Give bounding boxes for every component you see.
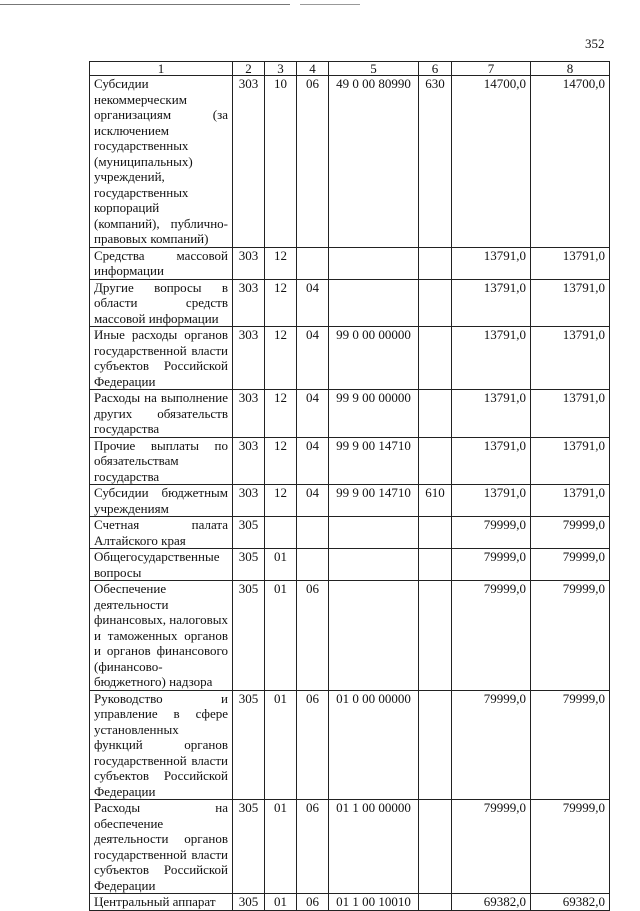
header-cell-2: 2 (233, 62, 265, 76)
row-amount-col7: 79999,0 (452, 517, 531, 549)
row-expense-type (419, 800, 452, 894)
row-amount-col7: 14700,0 (452, 76, 531, 248)
row-target-article (329, 581, 419, 691)
row-amount-col7: 79999,0 (452, 549, 531, 581)
table-row (90, 76, 610, 248)
row-admin-code: 305 (233, 549, 265, 581)
header-cell-1: 1 (90, 62, 233, 76)
table-row (90, 517, 610, 549)
row-amount-col8: 79999,0 (531, 581, 610, 691)
row-name: Руководство и управление в сфере установленных функций органов государственной власти субъектов Российской Федерации (90, 690, 233, 800)
row-section: 01 (265, 549, 297, 581)
table-row (90, 485, 610, 517)
row-amount-col7: 13791,0 (452, 485, 531, 517)
row-name: Расходы на выполнение других обязательств государства (90, 390, 233, 438)
row-amount-col8: 13791,0 (531, 390, 610, 438)
row-amount-col7: 79999,0 (452, 800, 531, 894)
row-subsection: 04 (297, 437, 329, 485)
row-target-article: 01 0 00 00000 (329, 690, 419, 800)
table-row (90, 279, 610, 327)
row-name: Счетная палата Алтайского края (90, 517, 233, 549)
row-name: Средства массовой информации (90, 247, 233, 279)
row-amount-col8: 79999,0 (531, 517, 610, 549)
row-amount-col7: 13791,0 (452, 247, 531, 279)
table-row (90, 690, 610, 800)
row-target-article (329, 517, 419, 549)
row-amount-col7: 79999,0 (452, 690, 531, 800)
header-cell-6: 6 (419, 62, 452, 76)
row-name: Субсидии бюджетным учреждениям (90, 485, 233, 517)
row-target-article: 01 1 00 10010 (329, 894, 419, 911)
row-section: 12 (265, 437, 297, 485)
row-section: 12 (265, 279, 297, 327)
row-name: Прочие выплаты по обязательствам государства (90, 437, 233, 485)
row-section: 12 (265, 247, 297, 279)
row-target-article (329, 549, 419, 581)
row-subsection: 04 (297, 485, 329, 517)
row-section (265, 517, 297, 549)
row-amount-col7: 13791,0 (452, 390, 531, 438)
row-target-article: 01 1 00 00000 (329, 800, 419, 894)
row-admin-code: 303 (233, 437, 265, 485)
row-amount-col8: 79999,0 (531, 690, 610, 800)
table-row (90, 549, 610, 581)
row-name: Общегосударственные вопросы (90, 549, 233, 581)
row-amount-col8: 13791,0 (531, 279, 610, 327)
header-cell-7: 7 (452, 62, 531, 76)
row-expense-type (419, 437, 452, 485)
row-section: 01 (265, 581, 297, 691)
row-target-article: 99 0 00 00000 (329, 327, 419, 390)
budget-table (89, 61, 610, 911)
row-expense-type (419, 581, 452, 691)
row-expense-type (419, 327, 452, 390)
row-subsection: 04 (297, 279, 329, 327)
row-target-article: 49 0 00 80990 (329, 76, 419, 248)
row-admin-code: 303 (233, 485, 265, 517)
row-amount-col8: 79999,0 (531, 800, 610, 894)
row-subsection (297, 247, 329, 279)
header-row (90, 62, 610, 76)
row-target-article: 99 9 00 14710 (329, 437, 419, 485)
row-amount-col8: 13791,0 (531, 485, 610, 517)
scan-top-line (0, 4, 290, 5)
header-cell-5: 5 (329, 62, 419, 76)
row-expense-type: 630 (419, 76, 452, 248)
row-expense-type (419, 517, 452, 549)
row-admin-code: 303 (233, 279, 265, 327)
row-amount-col8: 14700,0 (531, 76, 610, 248)
row-admin-code: 305 (233, 894, 265, 911)
header-cell-3: 3 (265, 62, 297, 76)
row-name: Иные расходы органов государственной власти субъектов Российской Федерации (90, 327, 233, 390)
header-cell-8: 8 (531, 62, 610, 76)
row-amount-col7: 13791,0 (452, 327, 531, 390)
table-row (90, 390, 610, 438)
row-name: Субсидии некоммерческим организациям (за исключением государственных (муниципальных) учреждений, государственных корпораций (компаний), публично-правовых компаний) (90, 76, 233, 248)
row-amount-col7: 79999,0 (452, 581, 531, 691)
row-target-article: 99 9 00 14710 (329, 485, 419, 517)
row-amount-col7: 13791,0 (452, 437, 531, 485)
row-amount-col7: 69382,0 (452, 894, 531, 911)
row-expense-type (419, 247, 452, 279)
row-amount-col8: 13791,0 (531, 247, 610, 279)
row-target-article (329, 247, 419, 279)
page-number: 352 (585, 36, 605, 51)
row-subsection: 04 (297, 327, 329, 390)
row-admin-code: 305 (233, 517, 265, 549)
row-subsection: 06 (297, 800, 329, 894)
row-section: 12 (265, 390, 297, 438)
row-section: 01 (265, 894, 297, 911)
row-subsection: 06 (297, 894, 329, 911)
row-admin-code: 305 (233, 690, 265, 800)
row-subsection: 06 (297, 76, 329, 248)
row-amount-col8: 13791,0 (531, 437, 610, 485)
table-row (90, 894, 610, 911)
row-expense-type (419, 390, 452, 438)
header-cell-4: 4 (297, 62, 329, 76)
row-admin-code: 303 (233, 247, 265, 279)
row-expense-type (419, 549, 452, 581)
row-amount-col8: 13791,0 (531, 327, 610, 390)
row-subsection: 06 (297, 690, 329, 800)
row-name: Обеспечение деятельности финансовых, налоговых и таможенных органов и органов финансового (финансово-бюджетного) надзора (90, 581, 233, 691)
row-amount-col7: 13791,0 (452, 279, 531, 327)
row-expense-type (419, 279, 452, 327)
row-section: 01 (265, 800, 297, 894)
row-amount-col8: 79999,0 (531, 549, 610, 581)
row-expense-type (419, 894, 452, 911)
table-row (90, 247, 610, 279)
row-target-article: 99 9 00 00000 (329, 390, 419, 438)
row-subsection (297, 549, 329, 581)
row-admin-code: 305 (233, 581, 265, 691)
row-amount-col8: 69382,0 (531, 894, 610, 911)
table-row (90, 327, 610, 390)
row-name: Расходы на обеспечение деятельности органов государственной власти субъектов Российской Федерации (90, 800, 233, 894)
row-admin-code: 303 (233, 76, 265, 248)
row-admin-code: 305 (233, 800, 265, 894)
scan-top-mark (300, 4, 360, 5)
row-expense-type (419, 690, 452, 800)
row-section: 01 (265, 690, 297, 800)
row-target-article (329, 279, 419, 327)
table-row (90, 581, 610, 691)
row-admin-code: 303 (233, 327, 265, 390)
row-name: Другие вопросы в области средств массовой информации (90, 279, 233, 327)
row-section: 10 (265, 76, 297, 248)
row-expense-type: 610 (419, 485, 452, 517)
table-row (90, 437, 610, 485)
row-section: 12 (265, 485, 297, 517)
row-section: 12 (265, 327, 297, 390)
row-name: Центральный аппарат (90, 894, 233, 911)
table-row (90, 800, 610, 894)
row-subsection: 06 (297, 581, 329, 691)
row-admin-code: 303 (233, 390, 265, 438)
row-subsection (297, 517, 329, 549)
row-subsection: 04 (297, 390, 329, 438)
